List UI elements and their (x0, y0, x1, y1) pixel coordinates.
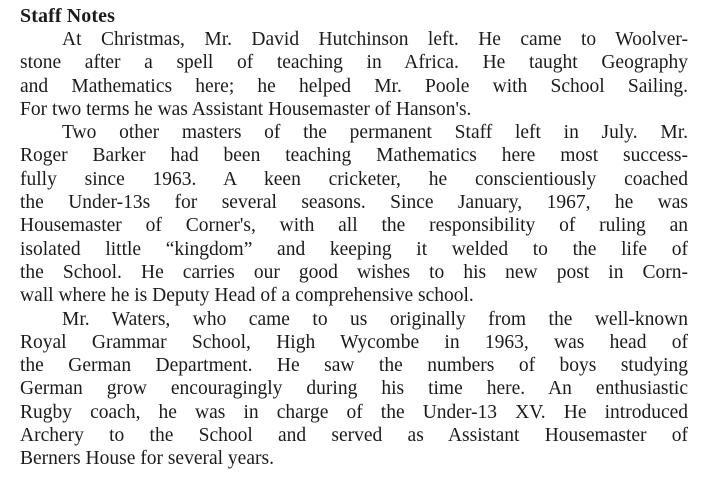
text-line: isolated little “kingdom” and keeping it welded to the life of (20, 238, 688, 260)
text-line: At Christmas, Mr. David Hutchinson left. He came to Woolver- (62, 29, 688, 50)
text-line: Two other masters of the permanent Staff left in July. Mr. (62, 122, 688, 144)
text-line: For two terms he was Assistant Housemaster of Hanson's. (20, 98, 472, 120)
text-line: Royal Grammar School, High Wycombe in 1963, was head of (20, 331, 688, 353)
paragraph-barker (20, 121, 688, 307)
text-line: Roger Barker had been teaching Mathematics here most success- (20, 145, 688, 167)
text-line: Rugby coach, he was in charge of the Under-13 XV. He introduced (20, 401, 688, 423)
text-line: fully since 1963. A keen cricketer, he conscientiously coached (20, 168, 688, 190)
text-line: the German Department. He saw the numbers of boys studying (20, 355, 688, 377)
text-line: and Mathematics here; he helped Mr. Poole with School Sailing. (20, 75, 688, 97)
text-line: German grow encouragingly during his time here. An enthusiastic (20, 378, 688, 400)
text-line: stone after a spell of teaching in Africa. He taught Geography (20, 52, 688, 74)
text-line: the School. He carries our good wishes to his new post in Corn- (20, 261, 688, 283)
text-line: Archery to the School and served as Assistant Housemaster of (20, 425, 688, 447)
paragraph-hutchinson (20, 28, 688, 121)
text-line: Berners House for several years. (20, 448, 274, 470)
section-heading: Staff Notes (20, 5, 115, 27)
text-line: Housemaster of Corner's, with all the responsibility of ruling an (20, 215, 688, 237)
paragraph-waters (20, 308, 688, 471)
text-line: the Under-13s for several seasons. Since January, 1967, he was (20, 192, 688, 214)
text-line: wall where he is Deputy Head of a comprehensive school. (20, 285, 474, 307)
text-line: Mr. Waters, who came to us originally from the well-known (62, 308, 688, 330)
